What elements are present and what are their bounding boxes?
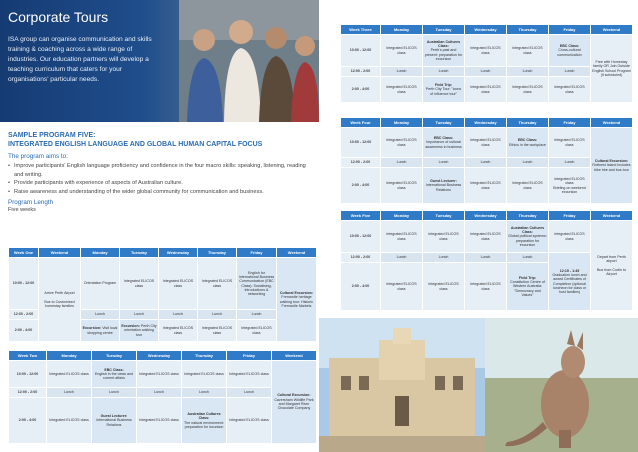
lunch-cell: Lunch	[182, 388, 227, 398]
header-thursday: Thursday	[507, 211, 549, 221]
aims-list	[8, 162, 308, 196]
time-slot: 10:00 - 12:00	[9, 361, 47, 388]
lunch-cell: Lunch	[381, 67, 423, 77]
lunch-cell: Lunch	[92, 388, 137, 398]
week-label: Week One	[9, 248, 39, 258]
lunch-cell: Lunch	[137, 388, 182, 398]
week-three-table	[340, 24, 633, 103]
class-cell: Integrated ELICOS class	[507, 35, 549, 67]
ebc-cell: EBC Class: English in the news and current affairs	[92, 361, 137, 388]
lunch-cell: Lunch	[423, 67, 465, 77]
header-monday: Monday	[381, 118, 423, 128]
time-slot: 2:00 - 4:00	[9, 320, 39, 342]
header-friday: Friday	[549, 25, 591, 35]
header-monday: Monday	[81, 248, 120, 258]
header-thursday: Thursday	[507, 25, 549, 35]
class-cell: Integrated ELICOS class	[137, 361, 182, 388]
class-cell: Integrated ELICOS class	[465, 168, 507, 204]
time-slot: 12:00 - 2:00	[341, 158, 381, 168]
header-weekend: Weekend	[272, 351, 317, 361]
class-cell: Integrated ELICOS class	[549, 221, 591, 253]
heritage-building-photo	[319, 318, 485, 452]
header-friday: Friday	[227, 351, 272, 361]
class-cell: Integrated ELICOS class	[507, 168, 549, 204]
class-cell: Integrated ELICOS class	[237, 320, 277, 342]
class-cell: Integrated ELICOS class	[381, 263, 423, 311]
header-thursday: Thursday	[198, 248, 237, 258]
class-cell: Integrated ELICOS class	[198, 258, 237, 310]
lunch-cell: Lunch	[465, 158, 507, 168]
lunch-cell: Lunch	[507, 253, 549, 263]
class-cell: Integrated ELICOS class	[465, 128, 507, 158]
aus-cell: Australian Cultures Class: The natural environment: preparation for incursion	[182, 398, 227, 444]
intro-text: ISA group can organise communication and skills training & coaching across a wide range of industries. Our education partners will develop a teaching curriculum that caters for your organisations' particular needs.	[8, 36, 152, 83]
header-tuesday: Tuesday	[120, 248, 159, 258]
length-heading: Program Length	[8, 199, 54, 206]
header-tuesday: Tuesday	[423, 118, 465, 128]
header-weekend: Weekend	[591, 25, 633, 35]
header-weekend: Weekend	[277, 248, 317, 258]
lunch-cell: Lunch	[81, 310, 120, 320]
class-cell: Integrated ELICOS class	[423, 221, 465, 253]
lunch-cell: Lunch	[381, 158, 423, 168]
hero-banner	[0, 0, 319, 122]
time-slot: 12:00 - 2:00	[341, 67, 381, 77]
week-label: Week Two	[9, 351, 47, 361]
time-slot: 2:00 - 4:00	[341, 168, 381, 204]
class-cell: Integrated ELICOS class	[159, 258, 198, 310]
students-photo	[179, 0, 319, 122]
time-slot: 10:00 - 12:00	[9, 258, 39, 310]
class-cell: Integrated ELICOS class	[47, 361, 92, 388]
header-wednesday: Wednesday	[465, 25, 507, 35]
lunch-cell: Lunch	[507, 158, 549, 168]
header-monday: Monday	[381, 25, 423, 35]
class-cell: Integrated ELICOS class	[182, 361, 227, 388]
week-two-table	[8, 350, 317, 444]
lunch-cell: Lunch	[47, 388, 92, 398]
ebc-cell: EBC Class: Ethics in the workplace	[507, 128, 549, 158]
field-trip-cell: Field Trip: Constitution Centre of Western Australia: "Democracy and Values"	[507, 263, 549, 311]
lunch-cell: Lunch	[423, 158, 465, 168]
lunch-cell: Lunch	[381, 253, 423, 263]
page-title: Corporate Tours	[8, 9, 109, 25]
time-slot: 2:00 - 4:00	[341, 263, 381, 311]
arrival-cell: Arrive Perth Airport Bus to Customised homestay families	[39, 258, 81, 342]
class-cell: Integrated ELICOS class	[227, 398, 272, 444]
guest-cell: Guest Lecturer: International Business Relations	[92, 398, 137, 444]
aus-cell: Australian Cultures Class: Perth's past and present: preparation for excursion	[423, 35, 465, 67]
lunch-cell: Lunch	[465, 67, 507, 77]
header-monday: Monday	[381, 211, 423, 221]
time-slot: 12:00 - 2:00	[9, 310, 39, 320]
week-label: Week Five	[341, 211, 381, 221]
header-weekend: Weekend	[591, 118, 633, 128]
header-tuesday: Tuesday	[423, 25, 465, 35]
time-slot: 2:00 - 4:00	[9, 398, 47, 444]
lunch-cell: Lunch	[120, 310, 159, 320]
kangaroo-photo	[485, 318, 638, 452]
lunch-cell: Lunch	[549, 158, 591, 168]
class-cell: Integrated ELICOS class	[549, 128, 591, 158]
lunch-cell: Lunch	[465, 253, 507, 263]
lunch-cell: Lunch	[507, 67, 549, 77]
class-cell: Orientation Program	[81, 258, 120, 310]
week-four-table	[340, 117, 633, 204]
class-cell: Integrated ELICOS class	[549, 77, 591, 103]
weekend-cell: Cultural Excursion: Caversham Wildlife Park and Margaret River Chocolate Company	[272, 361, 317, 444]
class-cell: Integrated ELICOS class	[381, 77, 423, 103]
class-cell: Integrated ELICOS class	[381, 221, 423, 253]
graduation-cell: 12:15 - 1:45 Graduation lunch and award Certificates of Completion (optional luncheon for class or host families)	[549, 253, 591, 311]
time-slot: 10:00 - 12:00	[341, 128, 381, 158]
header-tuesday: Tuesday	[423, 211, 465, 221]
week-label: Week Four	[341, 118, 381, 128]
class-cell: Integrated ELICOS class	[423, 263, 465, 311]
class-cell: Integrated ELICOS class	[465, 221, 507, 253]
week-one-table	[8, 247, 317, 342]
ebc-cell: English for International Business Communication (EBC Class): Socialising, introductions & networking	[237, 258, 277, 310]
class-cell: Integrated ELICOS class	[381, 168, 423, 204]
header-monday: Monday	[47, 351, 92, 361]
class-cell: Integrated ELICOS class	[227, 361, 272, 388]
excursion-cell: Excursion: Perth City orientation walking tour	[120, 320, 159, 342]
field-trip-cell: Field Trip: Perth City Tour: "icons of influence tour"	[423, 77, 465, 103]
aim-item: • Improve participants' English language proficiency and confidence in the four macro skills: speaking, listening, reading and writing.	[8, 162, 308, 179]
weekend-cell: Cultural Excursion: Fremantle heritage walking tour: Historic Fremantle Markets	[277, 258, 317, 342]
lunch-cell: Lunch	[159, 310, 198, 320]
weekend-cell: Cultural Excursion: Rottnest Island includes bike hire and bus tour	[591, 128, 633, 204]
lunch-cell: Lunch	[423, 253, 465, 263]
time-slot: 10:00 - 12:00	[341, 35, 381, 67]
program-description	[8, 131, 308, 213]
lunch-cell: Lunch	[227, 388, 272, 398]
week-label: Week Three	[341, 25, 381, 35]
week-five-table	[340, 210, 633, 311]
aim-item: • Provide participants with experience of aspects of Australian culture.	[8, 179, 308, 188]
header-weekend: Weekend	[39, 248, 81, 258]
aim-item: • Raise awareness and understanding of the wider global community for communication and business.	[8, 188, 308, 197]
header-wednesday: Wednesday	[465, 211, 507, 221]
class-cell: Integrated ELICOS class	[47, 398, 92, 444]
class-cell: Integrated ELICOS class	[159, 320, 198, 342]
time-slot: 12:00 - 2:00	[341, 253, 381, 263]
length-value: Five weeks	[8, 207, 36, 213]
header-wednesday: Wednesday	[159, 248, 198, 258]
class-cell: Integrated ELICOS class	[465, 35, 507, 67]
class-cell: Integrated ELICOS class	[465, 77, 507, 103]
excursion-cell: Excursion: Visit local shopping centre	[81, 320, 120, 342]
lunch-cell: Lunch	[237, 310, 277, 320]
guest-cell: Guest Lecturer: International Business Relations	[423, 168, 465, 204]
class-cell: Integrated ELICOS class	[137, 398, 182, 444]
time-slot: 2:00 - 4:00	[341, 77, 381, 103]
lunch-cell: Lunch	[198, 310, 237, 320]
header-wednesday: Wednesday	[465, 118, 507, 128]
time-slot: 12:00 - 2:00	[9, 388, 47, 398]
header-friday: Friday	[549, 118, 591, 128]
ebc-cell: EBC Class: Importance of cultural awareness in business	[423, 128, 465, 158]
header-wednesday: Wednesday	[137, 351, 182, 361]
header-friday: Friday	[237, 248, 277, 258]
program-title: SAMPLE PROGRAM FIVE: INTEGRATED ENGLISH LANGUAGE AND GLOBAL HUMAN CAPITAL FOCUS	[8, 132, 263, 148]
class-cell: Integrated ELICOS class	[120, 258, 159, 310]
class-cell: Integrated ELICOS class	[381, 35, 423, 67]
header-tuesday: Tuesday	[92, 351, 137, 361]
aims-heading: The program aims to:	[8, 153, 68, 160]
aus-cell: Australian Cultures Class: Global political systems: preparation for excursion	[507, 221, 549, 253]
header-thursday: Thursday	[507, 118, 549, 128]
class-cell: Integrated ELICOS class	[465, 263, 507, 311]
time-slot: 10:00 - 12:00	[341, 221, 381, 253]
lunch-cell: Lunch	[549, 67, 591, 77]
class-cell: Integrated ELICOS class	[381, 128, 423, 158]
ebc-cell: EBC Class: Cross-cultural communication	[549, 35, 591, 67]
weekend-cell: Free with Homestay family OR Join Outside English School Program (if scheduled)	[591, 35, 633, 103]
header-weekend: Weekend	[591, 211, 633, 221]
class-cell: Integrated ELICOS class Briefing on weekend excursion	[549, 168, 591, 204]
class-cell: Integrated ELICOS class	[198, 320, 237, 342]
weekend-cell: Depart from Perth airport Bus from Curtin to Airport	[591, 221, 633, 311]
header-friday: Friday	[549, 211, 591, 221]
class-cell: Integrated ELICOS class	[507, 77, 549, 103]
header-thursday: Thursday	[182, 351, 227, 361]
